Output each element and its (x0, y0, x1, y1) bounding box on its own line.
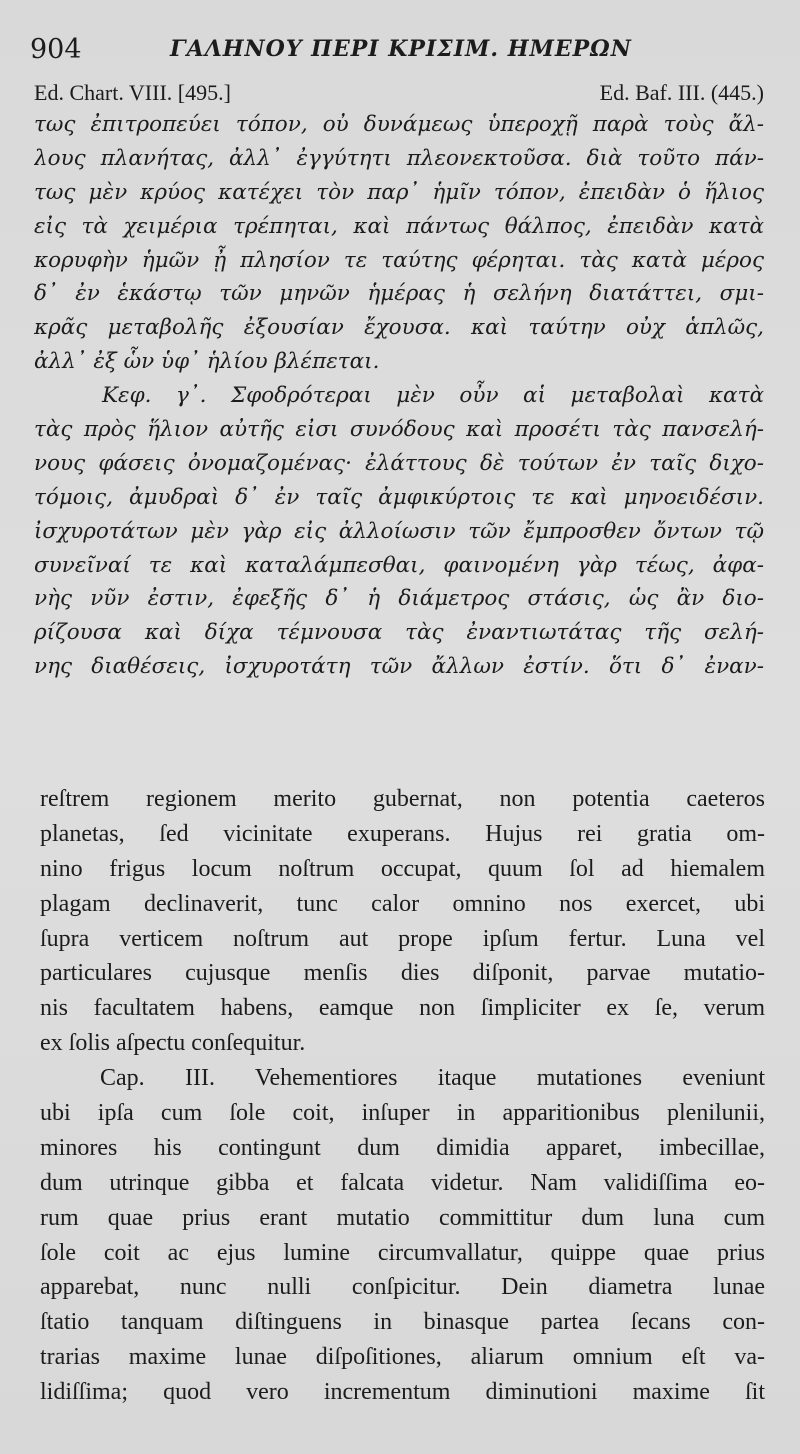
greek-text-block (34, 108, 764, 684)
edition-reference-line (34, 80, 764, 108)
edition-basel-ref: Ed. Baf. III. (445.) (599, 80, 764, 105)
page-number: 904 (30, 34, 82, 65)
running-title: ΓΑΛΗΝΟΥ ΠΕΡΙ ΚΡΙΣΙΜ. ΗΜΕΡΩΝ (170, 36, 632, 62)
greek-line: λους πλανήτας, ἀλλ᾽ ἐγγύτητι πλεονεκτοῦσα. διὰ τοῦτο πάν- (34, 145, 764, 171)
latin-line: ubi ipſa cum ſole coit, inſuper in apparitionibus plenilunii, (40, 1100, 765, 1127)
latin-line: ſtatio tanquam diſtinguens in binasque partea ſecans con- (40, 1309, 765, 1336)
page-header (30, 34, 770, 70)
latin-line: ex ſolis aſpectu conſequitur. (40, 1030, 306, 1057)
latin-line: trarias maxime lunae diſpoſitiones, aliarum omnium eſt va- (40, 1344, 765, 1371)
latin-line: nis facultatem habens, eamque non ſimpliciter ex ſe, verum (40, 995, 765, 1022)
latin-line: plagam declinaverit, tunc calor omnino nos exercet, ubi (40, 890, 765, 917)
latin-line: ſupra verticem noſtrum aut prope ipſum fertur. Luna vel (40, 925, 765, 952)
latin-line: particulares cujusque menſis dies diſponit, parvae mutatio- (40, 960, 765, 987)
greek-line: εἰς τὰ χειμέρια τρέπηται, καὶ πάντως θάλπος, ἐπειδὰν κατὰ (34, 213, 764, 239)
latin-chapter-heading-line: Cap. III. Vehementiores itaque mutationes eveniunt (100, 1065, 765, 1092)
greek-line: νους φάσεις ὀνομαζομένας· ἐλάττους δὲ τούτων ἐν ταῖς διχο- (34, 450, 764, 476)
greek-chapter-heading-line: Κεφ. γ᾽. Σφοδρότεραι μὲν οὖν αἱ μεταβολαὶ κατὰ (102, 383, 764, 409)
latin-line: lidiſſima; quod vero incrementum diminutioni maxime ſit (40, 1379, 765, 1406)
greek-line: τως μὲν κρύος κατέχει τὸν παρ᾽ ἡμῖν τόπον, ἐπειδὰν ὁ ἥλιος (34, 179, 764, 205)
greek-line: τὰς πρὸς ἥλιον αὐτῆς εἰσι συνόδους καὶ προσέτι τὰς πανσελή- (34, 417, 764, 443)
greek-line: ἀλλ᾽ ἐξ ὧν ὑφ᾽ ἡλίου βλέπεται. (34, 349, 380, 375)
greek-line: ἰσχυροτάτων μὲν γὰρ εἰς ἀλλοίωσιν τῶν ἔμπροσθεν ὄντων τῷ (34, 518, 764, 544)
greek-line: κορυφὴν ἡμῶν ᾖ πλησίον τε ταύτης φέρηται. τὰς κατὰ μέρος (34, 247, 764, 273)
latin-line: nino frigus locum noſtrum occupat, quum ſol ad hiemalem (40, 855, 765, 882)
greek-line: κρᾶς μεταβολῆς ἐξουσίαν ἔχουσα. καὶ ταύτην οὐχ ἁπλῶς, (34, 315, 764, 341)
latin-line: rum quae prius erant mutatio committitur dum luna cum (40, 1204, 765, 1231)
latin-line: minores his contingunt dum dimidia apparet, imbecillae, (40, 1134, 765, 1161)
greek-line: νὴς νῦν ἐστιν, ἐφεξῆς δ᾽ ἡ διάμετρος στάσις, ὡς ἂν διο- (34, 586, 764, 612)
greek-line: συνεῖναί τε καὶ καταλάμπεσθαι, φαινομένη γὰρ τέως, ἀφα- (34, 552, 764, 578)
latin-line: apparebat, nunc nulli conſpicitur. Dein diametra lunae (40, 1274, 765, 1301)
greek-line: τόμοις, ἀμυδραὶ δ᾽ ἐν ταῖς ἀμφικύρτοις τε καὶ μηνοειδέσιν. (34, 484, 764, 510)
latin-line: planetas, ſed vicinitate exuperans. Hujus rei gratia om- (40, 820, 765, 847)
latin-line: dum utrinque gibba et falcata videtur. Nam validiſſima eo- (40, 1169, 765, 1196)
greek-line: νης διαθέσεις, ἰσχυροτάτη τῶν ἄλλων ἐστίν. ὅτι δ᾽ ἐναν- (34, 654, 764, 680)
latin-line: reſtrem regionem merito gubernat, non potentia caeteros (40, 786, 765, 812)
latin-line: ſole coit ac ejus lumine circumvallatur, quippe quae prius (40, 1239, 765, 1266)
latin-text-block (40, 782, 765, 1410)
greek-line: ρίζουσα καὶ δίχα τέμνουσα τὰς ἐναντιωτάτας τῆς σελή- (34, 620, 764, 646)
greek-line: τως ἐπιτροπεύει τόπον, οὐ δυνάμεως ὑπεροχῇ παρὰ τοὺς ἄλ- (34, 112, 764, 137)
greek-line: δ᾽ ἐν ἑκάστῳ τῶν μηνῶν ἡμέρας ἡ σελήνη διατάττει, σμι- (34, 281, 764, 307)
edition-chartier-ref: Ed. Chart. VIII. [495.] (34, 80, 231, 105)
